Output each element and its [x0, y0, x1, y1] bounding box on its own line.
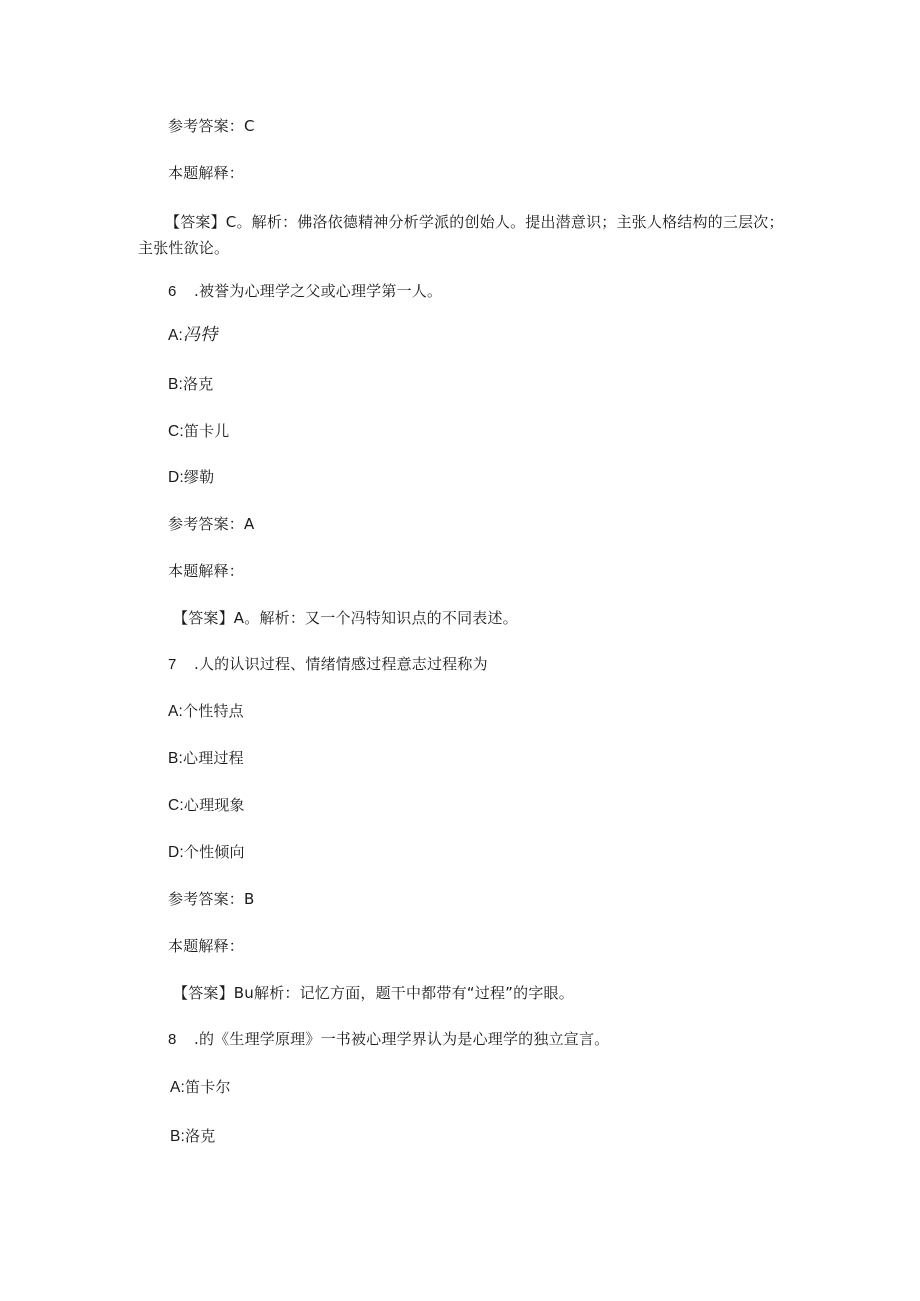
question-number: 7 [168, 656, 177, 673]
option-b [170, 1125, 215, 1148]
option-c [168, 420, 230, 443]
question-text: .被誉为心理学之父或心理学第一人。 [194, 282, 443, 300]
option-a [170, 1076, 231, 1099]
question-8 [168, 1028, 609, 1051]
option-prefix: A: [168, 327, 184, 344]
explanation-label: 本题解释： [168, 937, 245, 955]
option-text: 个性特点 [183, 702, 244, 720]
option-text: 洛克 [185, 1127, 216, 1145]
option-prefix: B: [168, 750, 184, 767]
option-text: 心理现象 [183, 796, 245, 814]
reference-answer: 参考答案：B [168, 890, 255, 908]
explanation-text: 【答案】A。解析：又一个冯特知识点的不同表述。 [173, 609, 518, 627]
question-text: .人的认识过程、情绪情感过程意志过程称为 [194, 655, 488, 673]
explanation-text: 【答案】Bu解析：记忆方面，题干中都带有“过程”的字眼。 [173, 984, 574, 1002]
option-a [168, 700, 244, 723]
option-b [168, 373, 213, 396]
option-text: 心理过程 [183, 749, 244, 767]
reference-answer: 参考答案：A [168, 515, 255, 533]
question-text: .的《生理学原理》一书被心理学界认为是心理学的独立宣言。 [194, 1030, 610, 1048]
option-text: 个性倾向 [183, 843, 245, 861]
reference-answer: 参考答案：C [168, 117, 255, 135]
option-c [168, 794, 245, 817]
question-6 [168, 280, 442, 303]
option-prefix: D: [168, 469, 184, 486]
option-b [168, 747, 244, 770]
explanation-label: 本题解释： [168, 562, 245, 580]
explanation-text: 【答案】C。解析：佛洛依德精神分析学派的创始人。提出潜意识；主张人格结构的三层次；主张性欲论。 [138, 213, 784, 257]
explanation-label: 本题解释： [168, 164, 245, 182]
option-prefix: A: [170, 1079, 186, 1096]
option-prefix: B: [168, 376, 184, 393]
option-prefix: C: [168, 797, 184, 814]
question-7 [168, 653, 488, 676]
question-number: 6 [168, 283, 177, 300]
option-text: 缪勒 [183, 468, 215, 486]
option-text: 笛卡尔 [185, 1078, 231, 1096]
option-a [168, 324, 217, 347]
option-prefix: C: [168, 423, 184, 440]
option-prefix: B: [170, 1128, 186, 1145]
option-text: 冯特 [183, 325, 218, 345]
option-d [168, 841, 245, 864]
option-prefix: A: [168, 703, 184, 720]
option-text: 笛卡儿 [183, 422, 230, 440]
question-number: 8 [168, 1031, 177, 1048]
option-prefix: D: [168, 844, 184, 861]
option-d [168, 466, 214, 489]
option-text: 洛克 [183, 375, 214, 393]
